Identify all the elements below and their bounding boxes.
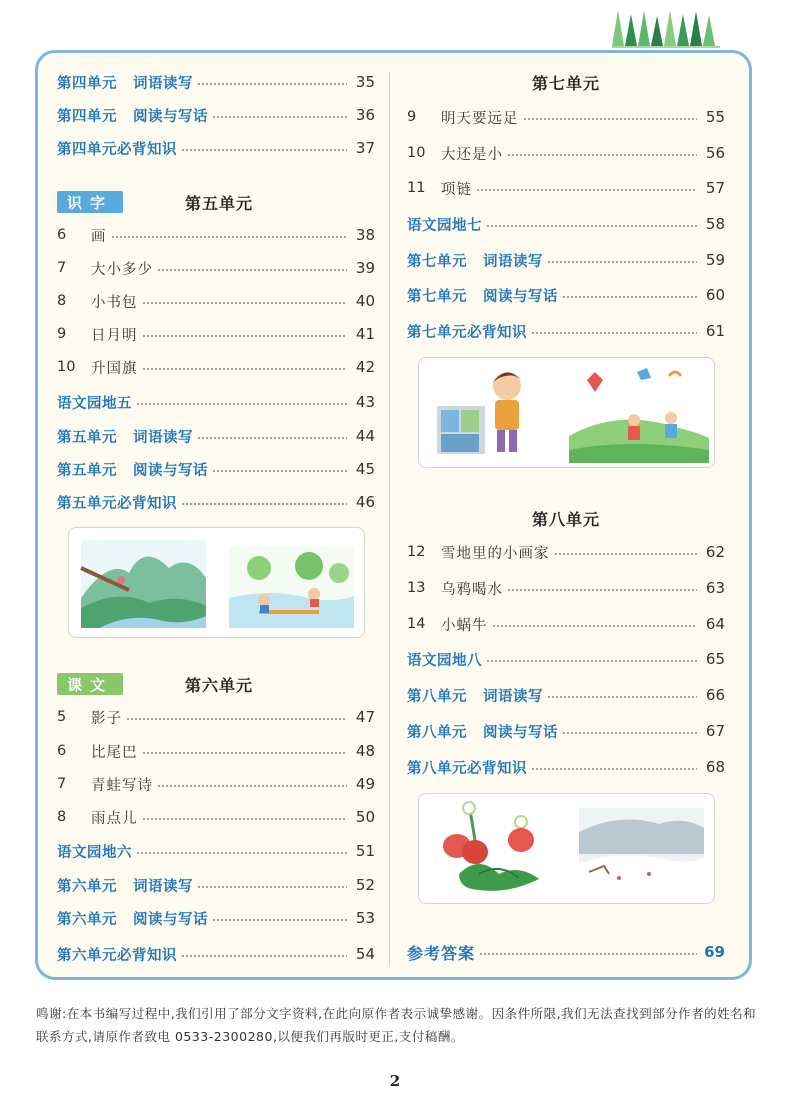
lesson-number: 10: [57, 359, 76, 375]
entry-title: 语文园地六: [57, 844, 132, 861]
lesson-number: 8: [57, 293, 67, 309]
lesson-title: 影子: [91, 710, 122, 727]
lesson-entry[interactable]: [57, 703, 375, 731]
dot-leader: [142, 335, 348, 337]
unit-heading: 第六单元: [185, 675, 254, 695]
pine-trees-icon: [612, 8, 720, 48]
entry-subtitle: 词语读写: [483, 688, 543, 705]
column-divider: [389, 72, 390, 967]
page-number: 49: [355, 775, 375, 793]
entry-title: 语文园地五: [57, 395, 132, 412]
page-number: 52: [355, 876, 375, 894]
dot-leader: [197, 886, 347, 888]
lesson-entry[interactable]: [57, 353, 375, 381]
lesson-title: 画: [91, 228, 107, 245]
page-number: 50: [355, 808, 375, 826]
entry-title: 第八单元必背知识: [407, 760, 527, 777]
toc-entry[interactable]: [57, 134, 375, 162]
entry-title: 第七单元: [407, 288, 467, 305]
lesson-title: 雪地里的小画家: [441, 545, 550, 562]
toc-entry[interactable]: [407, 717, 725, 745]
dot-leader: [136, 403, 347, 405]
entry-subtitle: 词语读写: [133, 75, 193, 92]
page-number: 44: [355, 427, 375, 445]
entry-subtitle: 阅读与写话: [133, 108, 208, 125]
dot-leader: [547, 261, 697, 263]
dot-leader: [562, 732, 697, 734]
lesson-title: 大还是小: [441, 146, 503, 163]
kite-scene-illustration: [419, 358, 715, 468]
park-scene-illustration: [69, 528, 365, 638]
dot-leader: [142, 752, 348, 754]
lesson-title: 乌鸦喝水: [441, 581, 503, 598]
lesson-title: 项链: [441, 181, 472, 198]
dot-leader: [486, 660, 697, 662]
page-number: 63: [705, 579, 725, 597]
entry-title: 语文园地八: [407, 652, 482, 669]
page-number: 69: [704, 943, 725, 961]
dot-leader: [531, 332, 697, 334]
page-number: 67: [705, 722, 725, 740]
toc-entry[interactable]: [407, 246, 725, 274]
lesson-number: 11: [407, 180, 426, 196]
toc-entry[interactable]: [57, 455, 375, 483]
entry-title: 第六单元: [57, 911, 117, 928]
lesson-title: 青蛙写诗: [91, 777, 153, 794]
page-number: 58: [705, 215, 725, 233]
illustration-kites: [418, 357, 715, 468]
page-number: 57: [705, 179, 725, 197]
lesson-entry[interactable]: [407, 574, 725, 602]
entry-title: 第四单元必背知识: [57, 141, 177, 158]
page-number: 43: [355, 393, 375, 411]
entry-title: 第七单元必背知识: [407, 324, 527, 341]
page-number: 66: [705, 686, 725, 704]
lesson-title: 雨点儿: [91, 810, 138, 827]
entry-title: 第五单元: [57, 462, 117, 479]
dot-leader: [157, 269, 347, 271]
dot-leader: [531, 768, 697, 770]
entry-subtitle: 词语读写: [483, 253, 543, 270]
page-number: 48: [355, 742, 375, 760]
entry-subtitle: 阅读与写话: [133, 911, 208, 928]
lesson-title: 比尾巴: [91, 744, 138, 761]
page-number: 65: [705, 650, 725, 668]
lesson-entry[interactable]: [57, 737, 375, 765]
dot-leader: [547, 696, 697, 698]
unit-heading: 第五单元: [185, 193, 254, 213]
toc-entry[interactable]: [407, 210, 725, 238]
entry-title: 第六单元必背知识: [57, 947, 177, 964]
dot-leader: [507, 154, 697, 156]
toc-entry[interactable]: [57, 488, 375, 516]
page-number: 36: [355, 106, 375, 124]
page-number: 62: [705, 543, 725, 561]
lesson-number: 7: [57, 260, 67, 276]
page-number: 39: [355, 259, 375, 277]
toc-entry[interactable]: [407, 281, 725, 309]
page-number: 46: [355, 493, 375, 511]
answers-entry[interactable]: [407, 938, 725, 966]
page-number: 59: [705, 251, 725, 269]
entry-subtitle: 阅读与写话: [133, 462, 208, 479]
lesson-entry[interactable]: [407, 610, 725, 638]
toc-entry[interactable]: [407, 753, 725, 781]
lesson-entry[interactable]: [57, 803, 375, 831]
lesson-title: 小书包: [91, 294, 138, 311]
toc-entry[interactable]: [57, 837, 375, 865]
lesson-title: 明天要远足: [441, 110, 519, 127]
entry-title: 第七单元: [407, 253, 467, 270]
section-badge: 课文: [57, 673, 123, 695]
page-number: 47: [355, 708, 375, 726]
dot-leader: [142, 302, 348, 304]
toc-entry[interactable]: [407, 681, 725, 709]
dot-leader: [523, 118, 698, 120]
lesson-title: 小蜗牛: [441, 617, 488, 634]
dot-leader: [111, 236, 348, 238]
page-number: 64: [705, 615, 725, 633]
dot-leader: [476, 189, 697, 191]
dot-leader: [142, 368, 348, 370]
entry-subtitle: 词语读写: [133, 878, 193, 895]
lesson-number: 9: [407, 109, 417, 125]
entry-title: 语文园地七: [407, 217, 482, 234]
dot-leader: [212, 116, 347, 118]
entry-title: 第五单元: [57, 429, 117, 446]
dot-leader: [181, 955, 347, 957]
strawberry-snow-illustration: [419, 794, 715, 904]
toc-entry[interactable]: [57, 68, 375, 96]
toc-entry[interactable]: [57, 904, 375, 932]
acknowledgement-text: 鸣谢:在本书编写过程中,我们引用了部分文字资料,在此向原作者表示诚挚感谢。因条件所限,我们无法查找到部分作者的姓名和联系方式,请原作者致电 0533-2300280,以便我们再版时更正,支付稿酬。: [36, 1006, 757, 1044]
page-number: 35: [355, 73, 375, 91]
page-number: 53: [355, 909, 375, 927]
page-number: 38: [355, 226, 375, 244]
page-number: 45: [355, 460, 375, 478]
dot-leader: [212, 470, 347, 472]
page-number: 42: [355, 358, 375, 376]
lesson-entry[interactable]: [57, 287, 375, 315]
page-number: 55: [705, 108, 725, 126]
page-number: 60: [705, 286, 725, 304]
entry-title: 第八单元: [407, 724, 467, 741]
dot-leader: [486, 225, 697, 227]
lesson-number: 9: [57, 326, 67, 342]
page-number: 40: [355, 292, 375, 310]
entry-title: 第四单元: [57, 108, 117, 125]
page-number-footer: 2: [389, 1072, 401, 1090]
page-number: 51: [355, 842, 375, 860]
lesson-entry[interactable]: [407, 139, 725, 167]
dot-leader: [562, 296, 697, 298]
dot-leader: [479, 953, 697, 955]
illustration-park: [68, 527, 365, 638]
page-number: 68: [705, 758, 725, 776]
entry-title: 第四单元: [57, 75, 117, 92]
lesson-title: 日月明: [91, 327, 138, 344]
dot-leader: [181, 503, 347, 505]
lesson-number: 12: [407, 544, 426, 560]
page-number: 54: [355, 945, 375, 963]
dot-leader: [197, 83, 347, 85]
entry-title: 第五单元必背知识: [57, 495, 177, 512]
toc-entry[interactable]: [57, 422, 375, 450]
lesson-number: 5: [57, 709, 67, 725]
toc-entry[interactable]: [57, 940, 375, 968]
lesson-entry[interactable]: [407, 538, 725, 566]
entry-subtitle: 词语读写: [133, 429, 193, 446]
illustration-snow: [418, 793, 715, 904]
dot-leader: [181, 149, 347, 151]
lesson-entry[interactable]: [407, 174, 725, 202]
dot-leader: [554, 553, 698, 555]
lesson-entry[interactable]: [57, 254, 375, 282]
lesson-title: 大小多少: [91, 261, 153, 278]
page-number: 41: [355, 325, 375, 343]
page-number: 56: [705, 144, 725, 162]
dot-leader: [197, 437, 347, 439]
lesson-number: 7: [57, 776, 67, 792]
toc-entry[interactable]: [407, 645, 725, 673]
entry-subtitle: 阅读与写话: [483, 724, 558, 741]
dot-leader: [142, 818, 348, 820]
entry-subtitle: 阅读与写话: [483, 288, 558, 305]
toc-entry[interactable]: [407, 317, 725, 345]
lesson-number: 10: [407, 145, 426, 161]
lesson-number: 8: [57, 809, 67, 825]
toc-entry[interactable]: [57, 871, 375, 899]
lesson-number: 6: [57, 743, 67, 759]
dot-leader: [136, 852, 347, 854]
dot-leader: [492, 625, 698, 627]
entry-title: 第八单元: [407, 688, 467, 705]
dot-leader: [212, 919, 347, 921]
lesson-entry[interactable]: [57, 320, 375, 348]
lesson-entry[interactable]: [407, 103, 725, 131]
lesson-entry[interactable]: [57, 770, 375, 798]
dot-leader: [507, 589, 697, 591]
lesson-number: 13: [407, 580, 426, 596]
lesson-number: 14: [407, 616, 426, 632]
unit-heading: 第八单元: [531, 509, 600, 529]
lesson-title: 升国旗: [91, 360, 138, 377]
toc-entry[interactable]: [57, 388, 375, 416]
section-badge: 识字: [57, 191, 123, 213]
page-number: 61: [705, 322, 725, 340]
page-number: 37: [355, 139, 375, 157]
lesson-entry[interactable]: [57, 221, 375, 249]
unit-heading: 第七单元: [531, 73, 600, 93]
entry-title: 参考答案: [407, 943, 476, 963]
toc-entry[interactable]: [57, 101, 375, 129]
entry-title: 第六单元: [57, 878, 117, 895]
dot-leader: [126, 718, 347, 720]
lesson-number: 6: [57, 227, 67, 243]
dot-leader: [157, 785, 347, 787]
